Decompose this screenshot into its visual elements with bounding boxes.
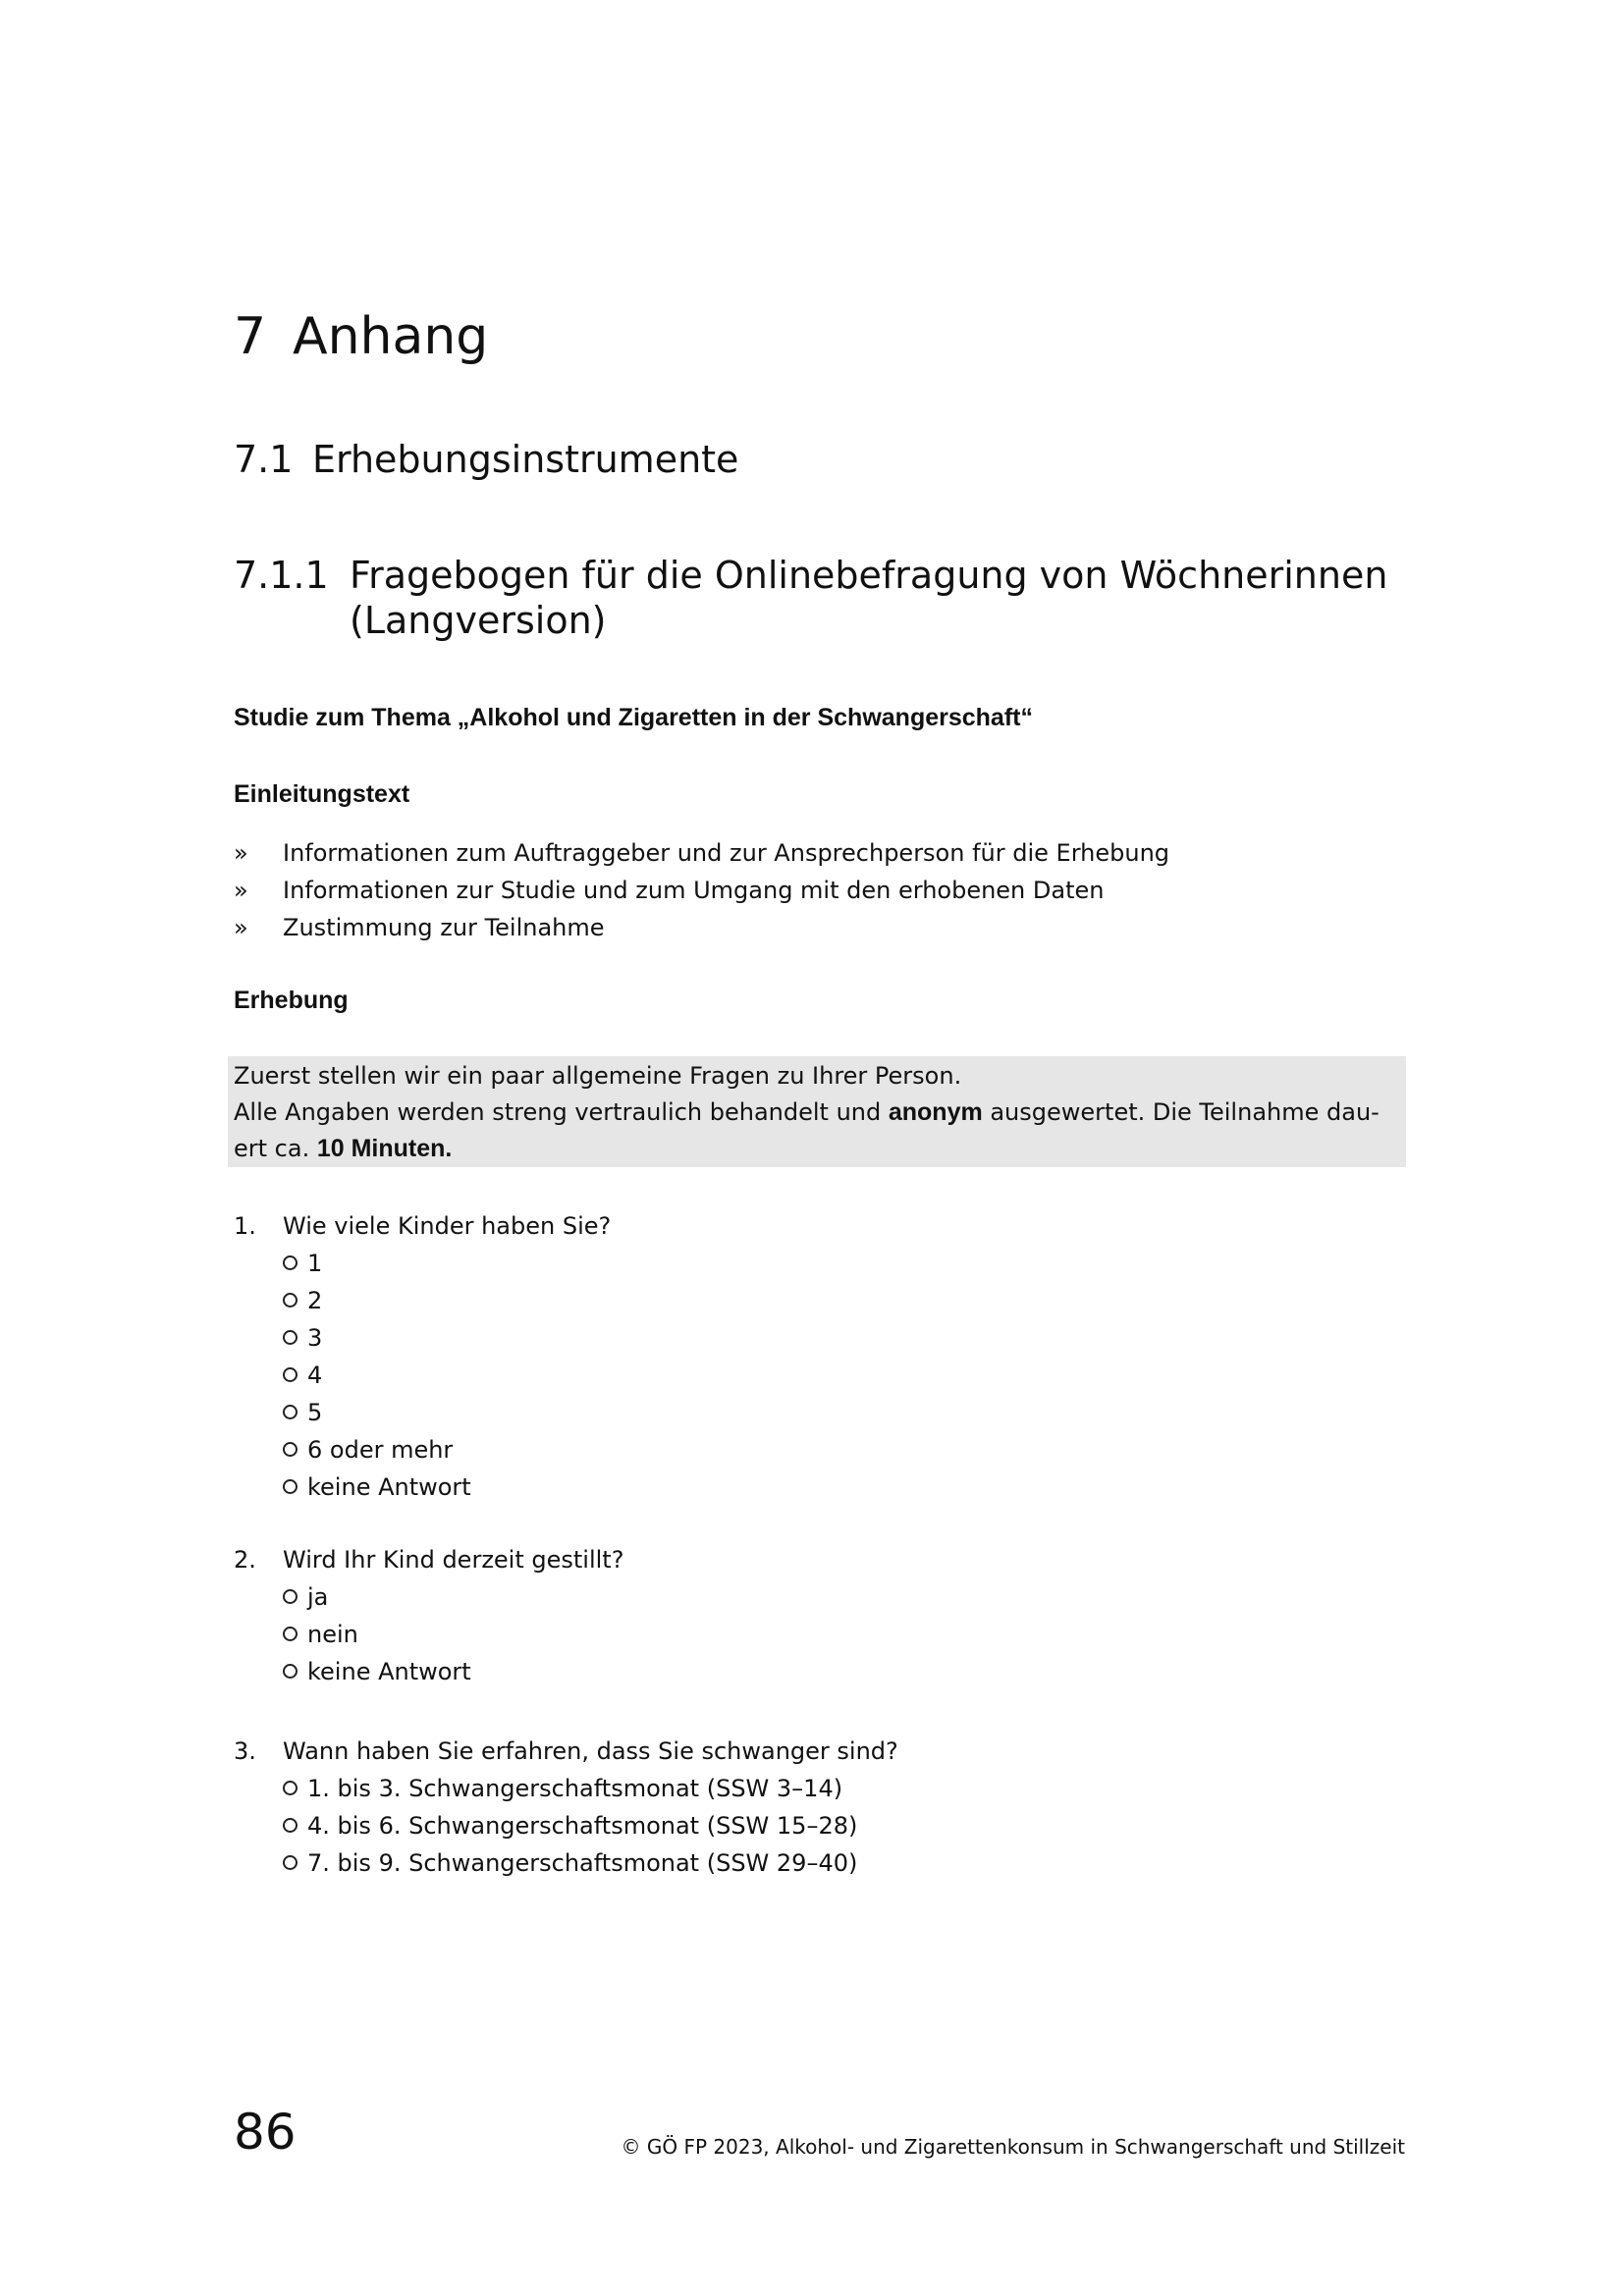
subsection-number: 7.1.1 [234, 554, 329, 597]
radio-icon[interactable] [283, 1818, 298, 1833]
radio-icon[interactable] [283, 1330, 298, 1345]
chapter-number: 7 [234, 307, 267, 366]
answer-option[interactable]: ja [283, 1578, 623, 1616]
answer-option[interactable]: nein [283, 1616, 623, 1653]
section-number: 7.1 [234, 438, 294, 481]
answer-options [234, 1770, 898, 1882]
answer-options [234, 1245, 611, 1506]
question-1 [234, 1207, 611, 1506]
chapter-heading [234, 302, 488, 371]
list-item: » Informationen zur Studie und zum Umgang mit den erhobenen Daten [234, 872, 1169, 909]
question-text: Wird Ihr Kind derzeit gestillt? [283, 1546, 624, 1574]
question-text: Wie viele Kinder haben Sie? [283, 1212, 612, 1240]
question-3 [234, 1733, 898, 1882]
answer-option[interactable]: 1. bis 3. Schwangerschaftsmonat (SSW 3–14) [283, 1770, 898, 1807]
page-number: 86 [234, 2104, 297, 2161]
answer-option[interactable]: 1 [283, 1245, 611, 1282]
radio-icon[interactable] [283, 1442, 298, 1457]
radio-icon[interactable] [283, 1855, 298, 1870]
bullet-mark: » [234, 914, 248, 941]
answer-option[interactable]: 6 oder mehr [283, 1431, 611, 1468]
bullet-mark: » [234, 877, 248, 904]
answer-option[interactable]: 3 [283, 1319, 611, 1357]
answer-option[interactable]: 5 [283, 1394, 611, 1431]
answer-option[interactable]: 7. bis 9. Schwangerschaftsmonat (SSW 29–40) [283, 1844, 898, 1882]
question-number: 1. [234, 1212, 256, 1240]
section-heading [234, 434, 738, 485]
study-title: Studie zum Thema „Alkohol und Zigaretten in der Schwangerschaft“ [234, 704, 1033, 731]
anonym-emphasis: anonym [888, 1098, 983, 1126]
answer-option[interactable]: 2 [283, 1282, 611, 1319]
answer-option[interactable]: keine Antwort [283, 1653, 623, 1690]
radio-icon[interactable] [283, 1405, 298, 1419]
answer-option[interactable]: 4. bis 6. Schwangerschaftsmonat (SSW 15–28) [283, 1807, 898, 1844]
chapter-title: Anhang [293, 307, 489, 366]
duration-emphasis: 10 Minuten. [316, 1135, 453, 1162]
list-item: » Zustimmung zur Teilnahme [234, 909, 1169, 946]
question-number: 3. [234, 1737, 256, 1765]
radio-icon[interactable] [283, 1479, 298, 1494]
info-line-1: Zuerst stellen wir ein paar allgemeine Fragen zu Ihrer Person. [234, 1062, 962, 1090]
answer-option[interactable]: 4 [283, 1357, 611, 1394]
radio-icon[interactable] [283, 1293, 298, 1308]
radio-icon[interactable] [283, 1589, 298, 1604]
question-number: 2. [234, 1546, 256, 1574]
radio-icon[interactable] [283, 1781, 298, 1795]
survey-info-box [228, 1056, 1406, 1167]
survey-heading: Erhebung [234, 987, 349, 1014]
radio-icon[interactable] [283, 1627, 298, 1641]
radio-icon[interactable] [283, 1367, 298, 1382]
answer-option[interactable]: keine Antwort [283, 1468, 611, 1506]
radio-icon[interactable] [283, 1255, 298, 1270]
radio-icon[interactable] [283, 1664, 298, 1679]
section-title: Erhebungsinstrumente [312, 438, 739, 481]
intro-heading: Einleitungstext [234, 780, 410, 808]
subsection-heading [234, 553, 1451, 643]
answer-options [234, 1578, 623, 1690]
info-line-2: Alle Angaben werden streng vertraulich behandelt und anonym ausgewertet. Die Teilnahme dau- [234, 1098, 1380, 1126]
intro-bullet-list [234, 834, 1169, 946]
list-item: » Informationen zum Auftraggeber und zur Ansprechperson für die Erhebung [234, 834, 1169, 872]
bullet-mark: » [234, 839, 248, 867]
footer-copyright: © GÖ FP 2023, Alkohol- und Zigarettenkonsum in Schwangerschaft und Stillzeit [621, 2135, 1405, 2159]
question-text: Wann haben Sie erfahren, dass Sie schwanger sind? [283, 1737, 898, 1765]
question-2 [234, 1541, 623, 1690]
info-line-3: ert ca. 10 Minuten. [234, 1135, 453, 1162]
subsection-title-line1: Fragebogen für die Onlinebefragung von Wöchnerinnen [350, 554, 1388, 597]
subsection-title-line2: (Langversion) [350, 599, 607, 642]
